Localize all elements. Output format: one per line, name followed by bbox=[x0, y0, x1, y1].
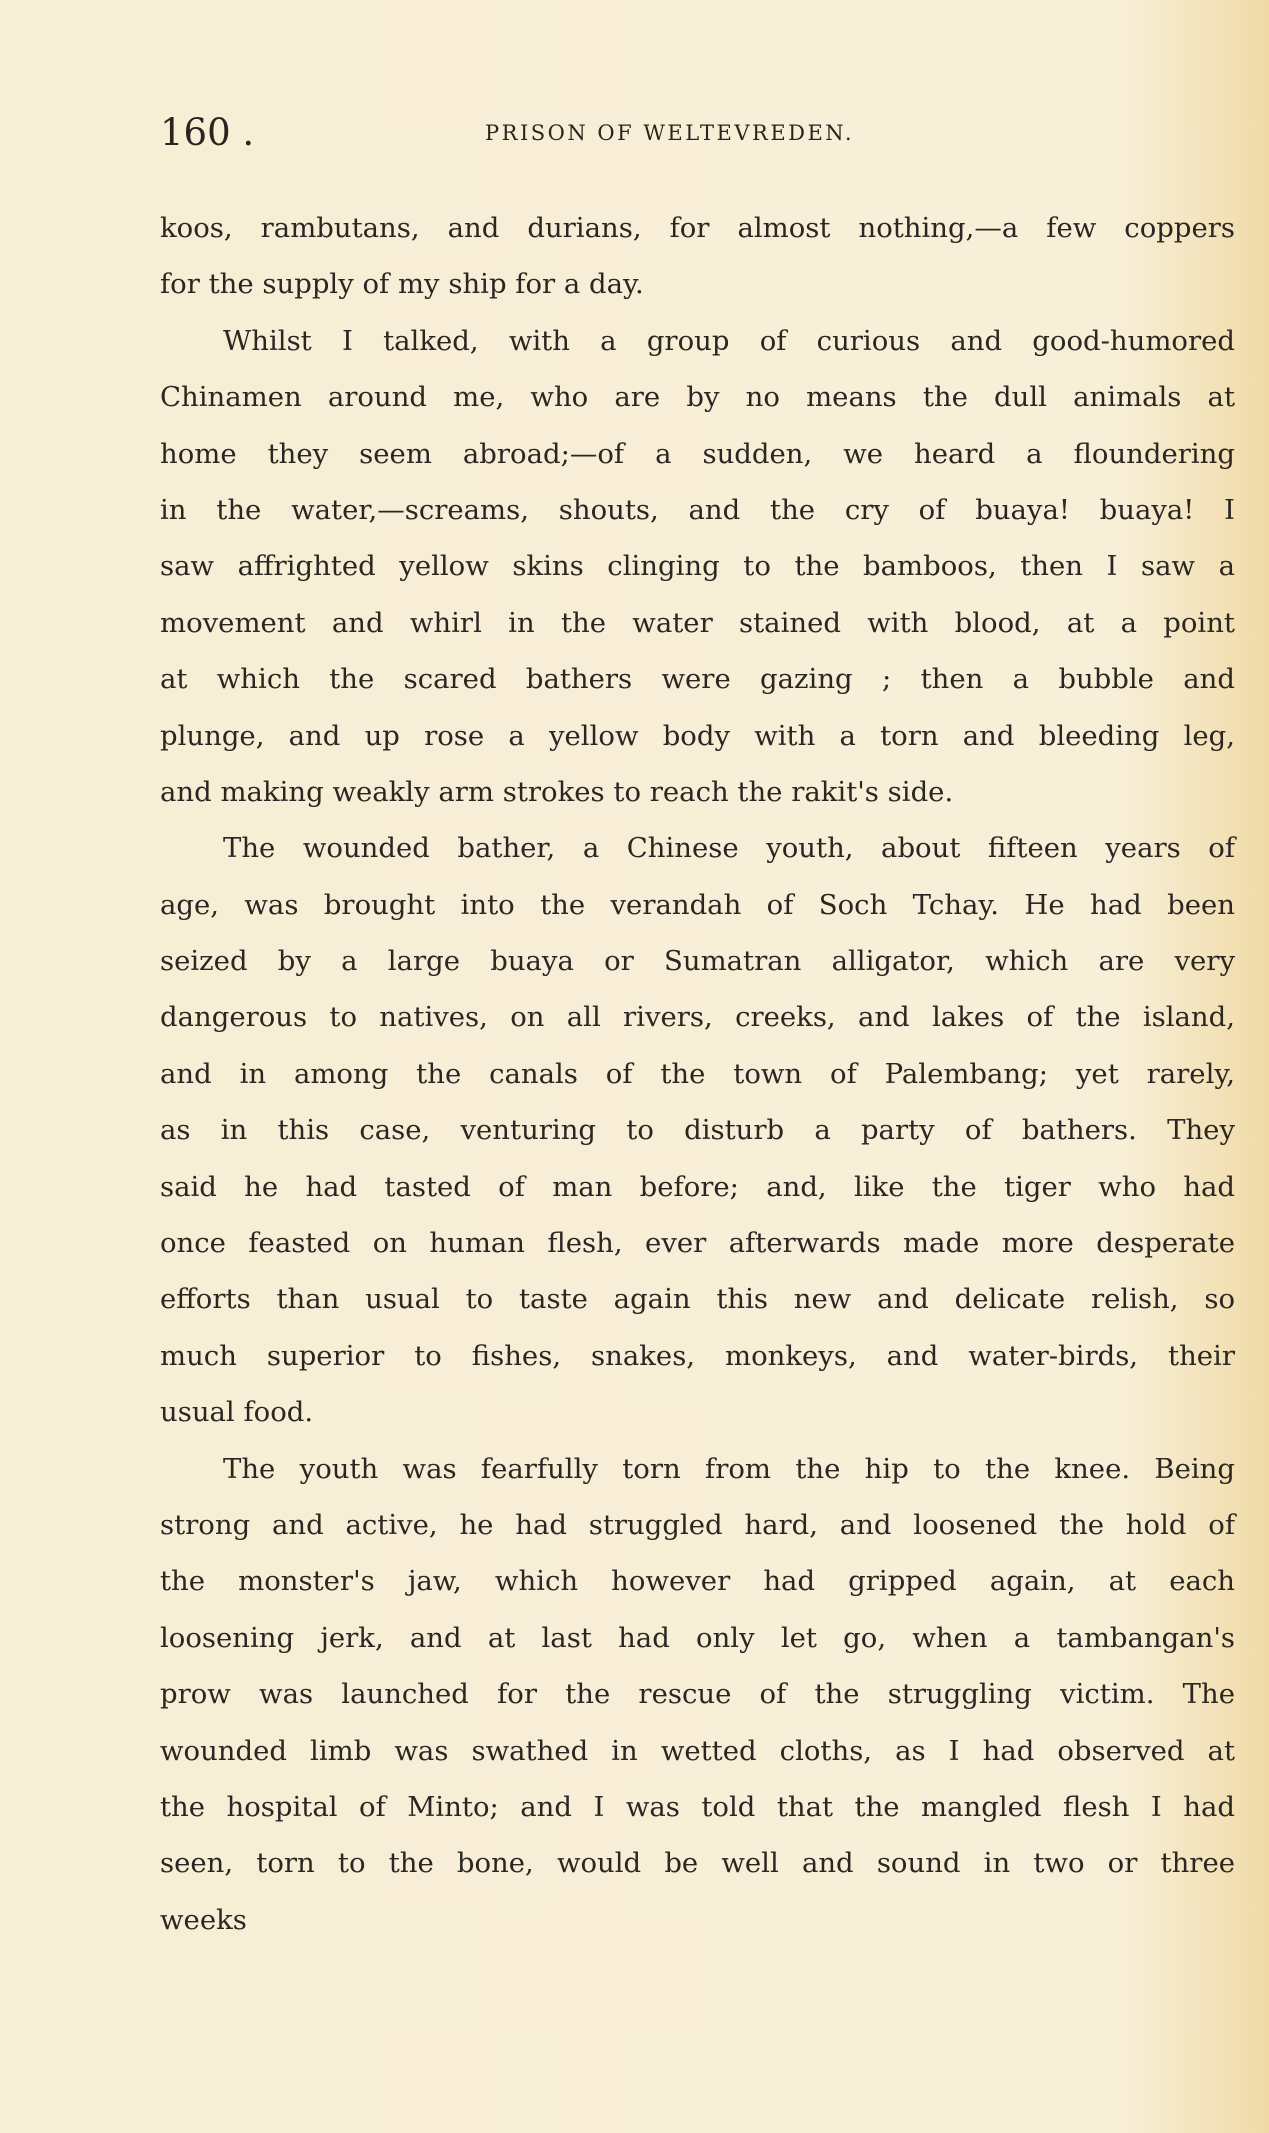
text-line: the monster's jaw, which however had gripped again, at each bbox=[160, 1565, 1235, 1598]
paragraph-first-line: The wounded bather, a Chinese youth, about fifteen years of bbox=[223, 832, 1235, 865]
text-line: seized by a large buaya or Sumatran alligator, which are very bbox=[160, 945, 1235, 978]
text-line: once feasted on human flesh, ever afterwards made more desperate bbox=[160, 1227, 1235, 1260]
text-line: and making weakly arm strokes to reach the rakit's side. bbox=[160, 775, 954, 808]
running-title: PRISON OF WELTEVREDEN. bbox=[485, 121, 855, 145]
text-line: wounded limb was swathed in wetted cloths, as I had observed at bbox=[160, 1734, 1235, 1767]
paragraph-first-line: The youth was fearfully torn from the hip to the knee. Being bbox=[223, 1452, 1235, 1485]
text-line: plunge, and up rose a yellow body with a torn and bleeding leg, bbox=[160, 719, 1235, 752]
text-line: the hospital of Minto; and I was told that the mangled flesh I had bbox=[160, 1790, 1235, 1823]
text-line: age, was brought into the verandah of Soch Tchay. He had been bbox=[160, 888, 1235, 921]
text-line: efforts than usual to taste again this new and delicate relish, so bbox=[160, 1283, 1235, 1316]
text-line: seen, torn to the bone, would be well and sound in two or three bbox=[160, 1847, 1235, 1880]
text-line: Chinamen around me, who are by no means the dull animals at bbox=[160, 381, 1235, 414]
text-line: in the water,—screams, shouts, and the cry of buaya! buaya! I bbox=[160, 493, 1235, 526]
text-line: and in among the canals of the town of Palembang; yet rarely, bbox=[160, 1057, 1235, 1090]
running-head bbox=[160, 108, 1160, 158]
text-line: prow was launched for the rescue of the struggling victim. The bbox=[160, 1678, 1235, 1711]
text-line: saw affrighted yellow skins clinging to the bamboos, then I saw a bbox=[160, 550, 1235, 583]
text-line: loosening jerk, and at last had only let go, when a tambangan's bbox=[160, 1621, 1235, 1654]
text-line: weeks bbox=[160, 1903, 247, 1936]
text-line: as in this case, venturing to disturb a party of bathers. They bbox=[160, 1114, 1235, 1147]
text-line: home they seem abroad;—of a sudden, we heard a floundering bbox=[160, 437, 1235, 470]
body-text bbox=[160, 200, 1235, 1948]
text-line: dangerous to natives, on all rivers, creeks, and lakes of the island, bbox=[160, 1001, 1235, 1034]
text-line: strong and active, he had struggled hard, and loosened the hold of bbox=[160, 1508, 1235, 1541]
text-line: much superior to fishes, snakes, monkeys, and water-birds, their bbox=[160, 1339, 1235, 1372]
text-line: for the supply of my ship for a day. bbox=[160, 268, 644, 301]
text-line: koos, rambutans, and durians, for almost nothing,—a few coppers bbox=[160, 212, 1235, 244]
text-line: said he had tasted of man before; and, like the tiger who had bbox=[160, 1170, 1235, 1203]
text-line: usual food. bbox=[160, 1396, 314, 1429]
text-line: at which the scared bathers were gazing ; then a bubble and bbox=[160, 663, 1235, 696]
text-line: movement and whirl in the water stained with blood, at a point bbox=[160, 606, 1235, 639]
page-number: 160 . bbox=[160, 111, 255, 154]
paragraph-first-line: Whilst I talked, with a group of curious and good-humored bbox=[223, 324, 1235, 357]
